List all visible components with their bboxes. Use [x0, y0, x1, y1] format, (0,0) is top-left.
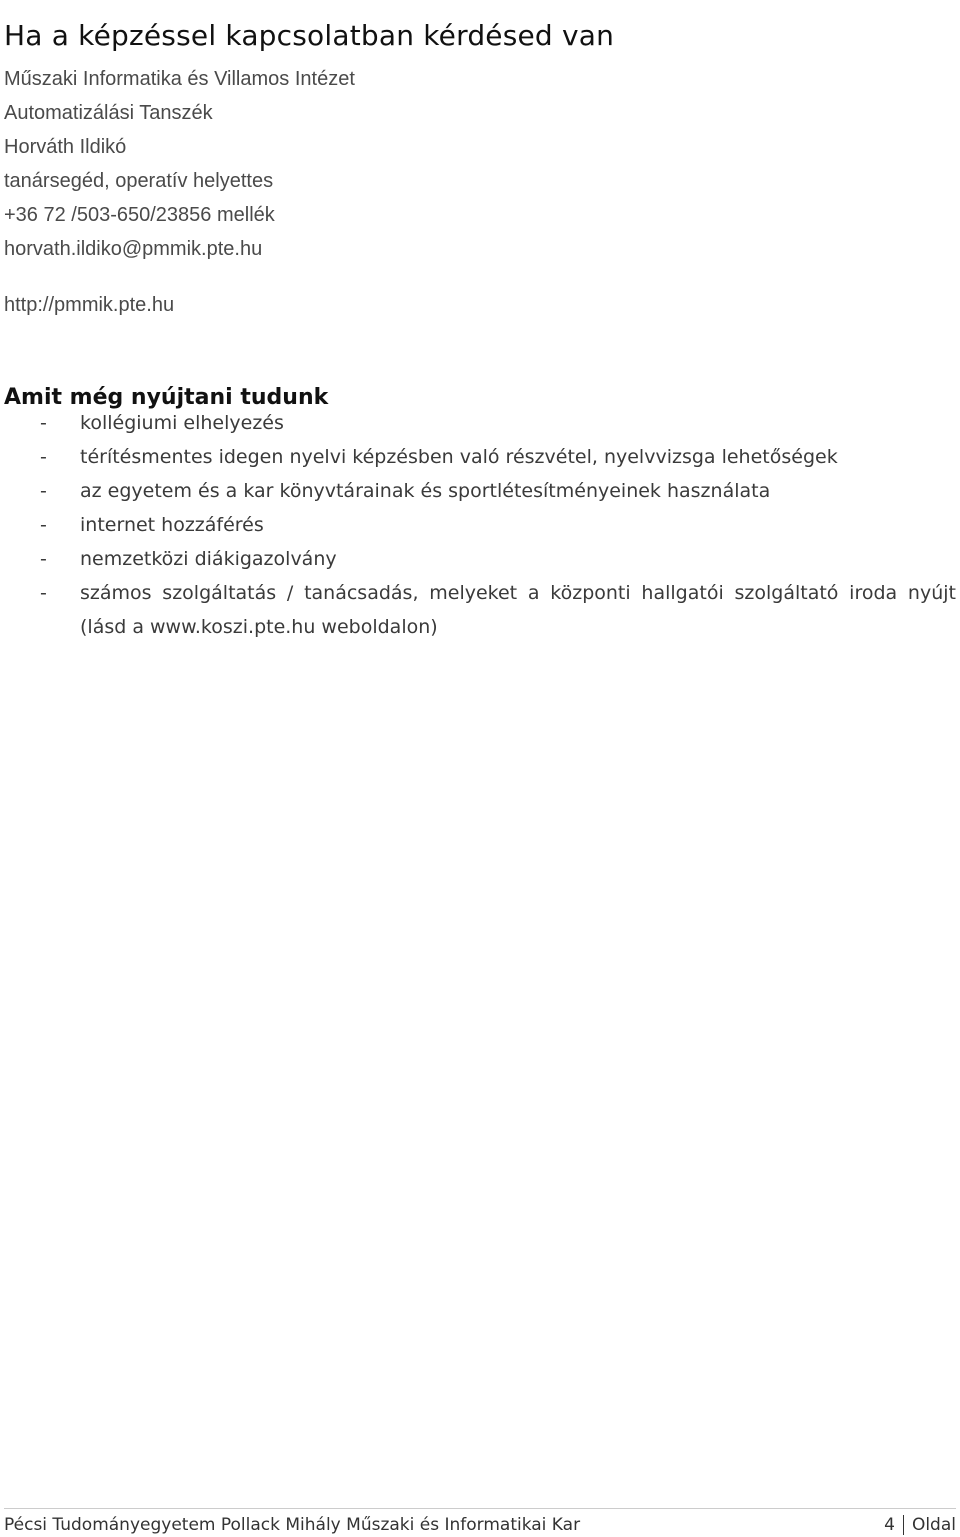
list-item	[0, 508, 960, 542]
contact-phone: +36 72 /503-650/23856 mellék	[4, 204, 275, 226]
contact-name: Horváth Ildikó	[4, 136, 127, 158]
website-link[interactable]: http://pmmik.pte.hu	[4, 294, 175, 316]
offers-list	[0, 406, 960, 644]
list-item-text: számos szolgáltatás / tanácsadás, melyeket a központi hallgatói szolgáltató iroda nyújt (lásd a www.koszi.pte.hu weboldalon)	[80, 582, 956, 638]
contact-email[interactable]: horvath.ildiko@pmmik.pte.hu	[4, 238, 263, 260]
page-heading: Ha a képzéssel kapcsolatban kérdésed van	[4, 18, 615, 52]
contact-position: tanársegéd, operatív helyettes	[4, 170, 274, 192]
list-item-text: térítésmentes idegen nyelvi képzésben való részvétel, nyelvvizsga lehetőségek	[80, 446, 838, 468]
list-bullet: -	[40, 446, 47, 468]
list-bullet: -	[40, 480, 47, 502]
contact-institute: Műszaki Informatika és Villamos Intézet	[4, 68, 355, 90]
list-bullet: -	[40, 582, 47, 604]
footer-divider	[903, 1515, 904, 1535]
footer-page-indicator	[884, 1513, 956, 1537]
offers-heading: Amit még nyújtani tudunk	[4, 385, 329, 411]
list-item	[0, 474, 960, 508]
footer-institution: Pécsi Tudományegyetem Pollack Mihály Műszaki és Informatikai Kar	[4, 1515, 581, 1535]
list-item	[0, 406, 960, 440]
footer-page-number: 4	[884, 1515, 895, 1535]
list-item	[0, 576, 960, 644]
list-bullet: -	[40, 514, 47, 536]
footer-page-label: Oldal	[911, 1515, 956, 1535]
list-item-text: nemzetközi diákigazolvány	[80, 548, 337, 570]
contact-department: Automatizálási Tanszék	[4, 102, 213, 124]
list-item-text: az egyetem és a kar könyvtárainak és sportlétesítményeinek használata	[80, 480, 771, 502]
contact-block	[4, 62, 904, 266]
list-bullet: -	[40, 412, 47, 434]
list-item	[0, 440, 960, 474]
list-item	[0, 542, 960, 576]
list-item-text: kollégiumi elhelyezés	[80, 412, 284, 434]
list-bullet: -	[40, 548, 47, 570]
page-footer	[4, 1508, 956, 1535]
list-item-text: internet hozzáférés	[80, 514, 264, 536]
